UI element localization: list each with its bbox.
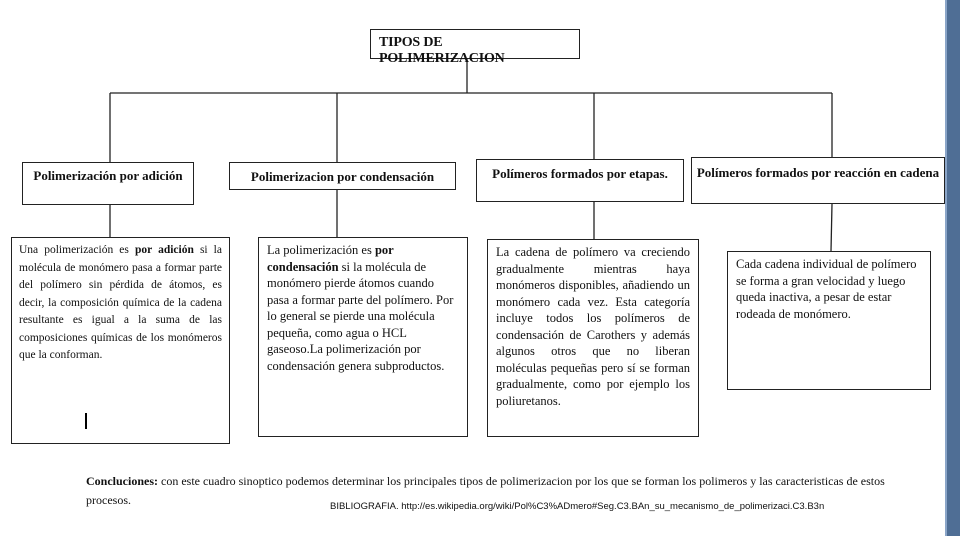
conclusion-label: Concluciones: [86, 474, 158, 488]
bold-term: por adición [134, 244, 194, 256]
window-right-rail [945, 0, 960, 536]
description-step-growth [487, 239, 699, 437]
conclusion-text: con este cuadro sinoptico podemos determinar los principales tipos de polimerizacion por los que se forman los polimeros y las caracteristicas de estos procesos. [86, 474, 885, 507]
description-chain-growth [727, 251, 931, 390]
heading-step-growth: Polímeros formados por etapas. [476, 159, 684, 202]
description-text: La cadena de polímero va creciendo gradualmente mientras haya monómeros disponibles, añadiendo un monómero cada vez. Esta categoría incluye todos los polímeros de condensación de Carothers y además algunos otros que no liberan moléculas pequeñas pero sí se forman gradualmente, como por ejemplo los poliuretanos. [496, 245, 690, 408]
connector-down-4 [831, 204, 832, 251]
description-text: Cada cadena individual de polímero se forma a gran velocidad y luego queda inactiva, a pesar de estar rodeada de monómero. [736, 257, 917, 321]
description-text: Una polimerización es [19, 244, 135, 256]
chart-title: TIPOS DE POLIMERIZACION [370, 29, 580, 59]
heading-condensation: Polimerizacion por condensación [229, 162, 456, 190]
text-cursor [85, 413, 87, 429]
description-text: La polimerización es [267, 243, 375, 257]
description-text: si la molécula de monómero pierde átomos cuando pasa a formar parte del polímero. Por lo general se pierde una molécula pequeña, como agua o HCL gaseoso.La polimerización por condensación genera subproductos. [267, 259, 454, 373]
description-condensation [258, 237, 468, 437]
bold-term: por condensación [267, 243, 394, 274]
description-addition [11, 237, 230, 444]
heading-chain-growth: Polímeros formados por reacción en cadena [691, 157, 945, 204]
bibliography-link[interactable]: BIBLIOGRAFIA. http://es.wikipedia.org/wiki/Pol%C3%ADmero#Seg.C3.BAn_su_mecanismo_de_polimerizaci.C3.B3n [330, 501, 825, 512]
description-text: si la molécula de monómero pasa a formar parte del polímero sin pérdida de átomos, es decir, la composición química de la cadena resultante es igual a la suma de las composiciones químicas de los monómeros que la conforman. [19, 244, 222, 361]
heading-addition: Polimerización por adición [22, 162, 194, 205]
